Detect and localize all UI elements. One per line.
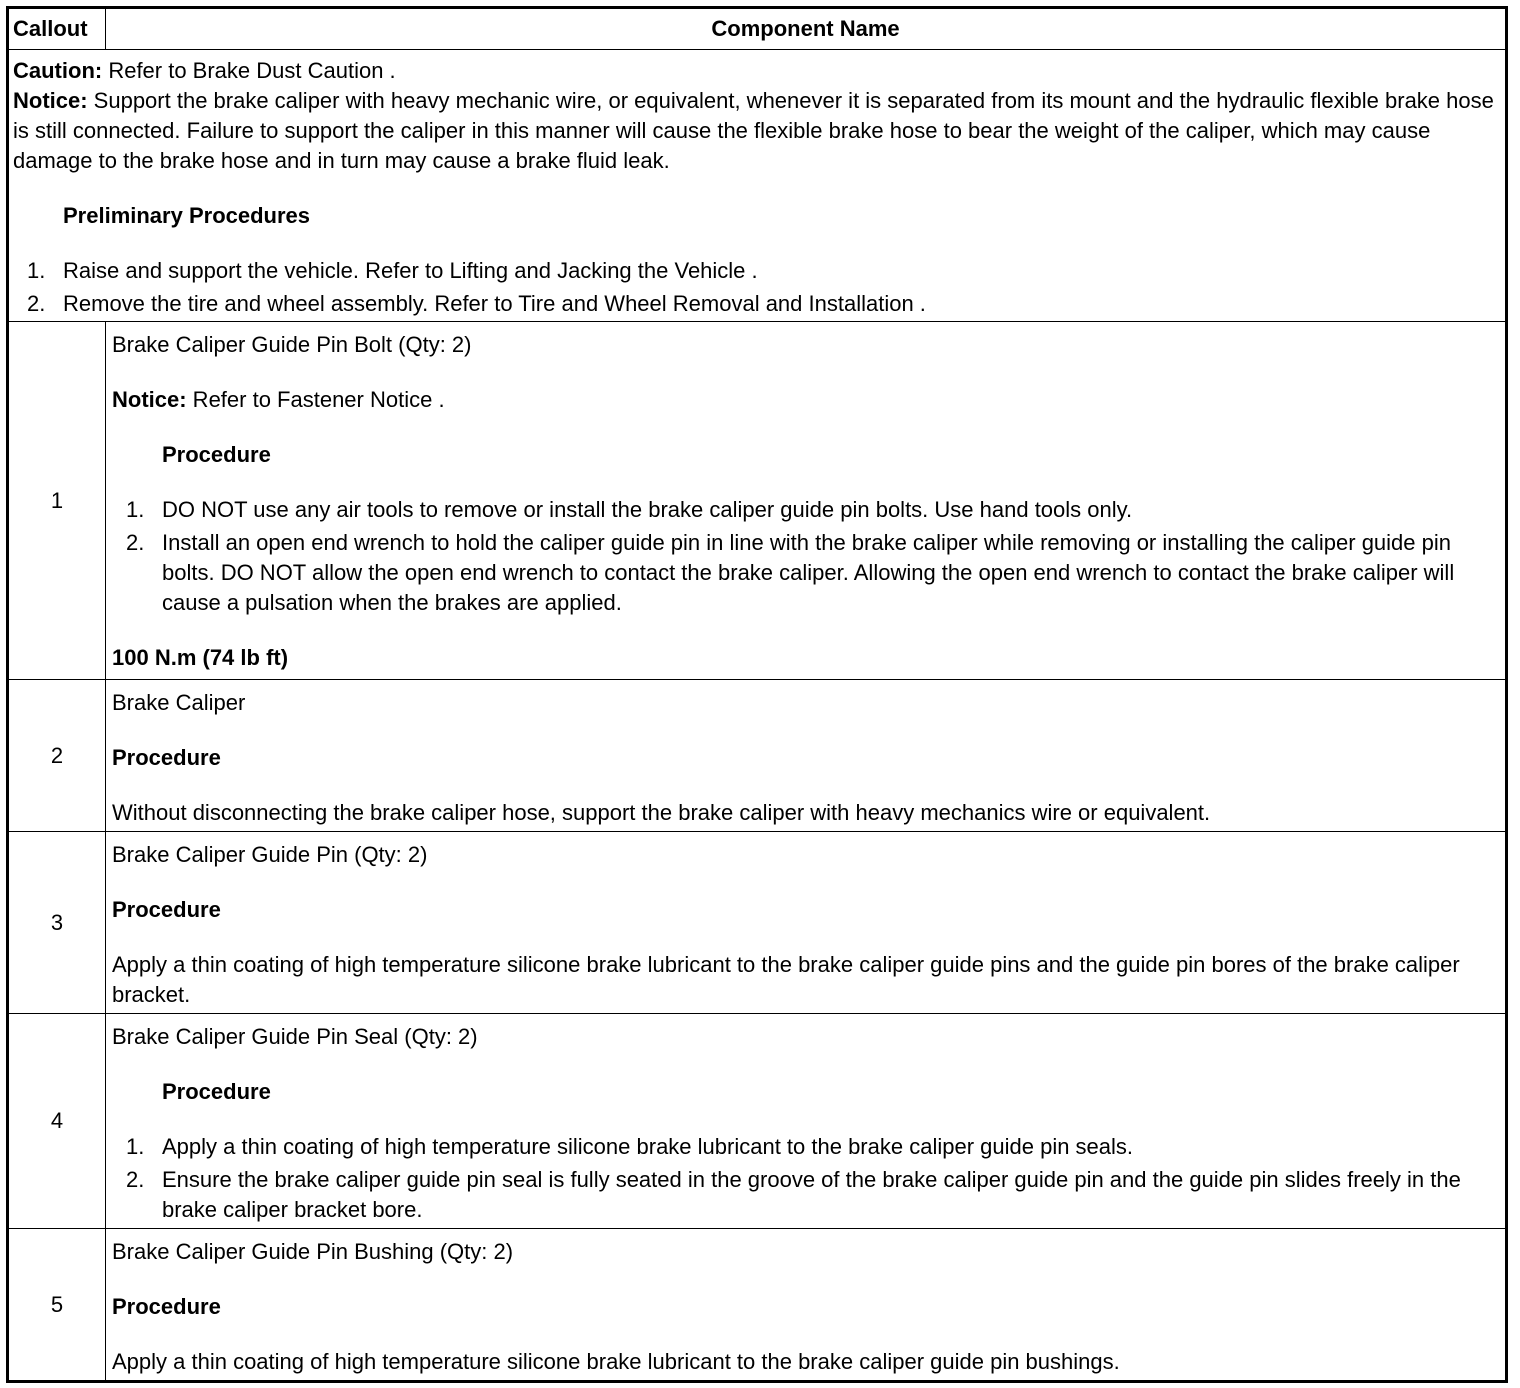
component-name-header: Component Name — [106, 8, 1507, 50]
callout-number: 3 — [8, 832, 106, 1014]
procedure-steps — [112, 495, 1499, 618]
callout-number: 2 — [8, 680, 106, 832]
table-row — [8, 1229, 1507, 1382]
table-row — [8, 1014, 1507, 1229]
component-cell — [106, 322, 1507, 680]
component-name: Brake Caliper Guide Pin Seal (Qty: 2) — [112, 1024, 478, 1049]
step-number: 1. — [126, 1134, 145, 1159]
callout-number: 5 — [8, 1229, 106, 1382]
step-text: Install an open end wrench to hold the caliper guide pin in line with the brake caliper while removing or installing the caliper guide pin bolts. DO NOT allow the open end wrench to contact the brake caliper. Allowing the open end wrench to contact the brake caliper will cause a pulsation when the brakes are applied. — [162, 530, 1455, 615]
component-name: Brake Caliper Guide Pin (Qty: 2) — [112, 842, 428, 867]
step-text: Apply a thin coating of high temperature silicone brake lubricant to the brake caliper guide pin seals. — [162, 1134, 1134, 1159]
callout-number: 4 — [8, 1014, 106, 1229]
callout-number: 1 — [8, 322, 106, 680]
step-number: 2. — [27, 291, 46, 316]
component-cell — [106, 832, 1507, 1014]
procedure-heading: Procedure — [112, 897, 221, 922]
component-cell — [106, 680, 1507, 832]
component-name: Brake Caliper Guide Pin Bolt (Qty: 2) — [112, 332, 472, 357]
list-item — [13, 256, 1501, 286]
caution-paragraph — [13, 56, 1501, 86]
procedure-heading: Procedure — [112, 1294, 221, 1319]
procedure-heading: Procedure — [112, 745, 221, 770]
notice-text: Support the brake caliper with heavy mechanic wire, or equivalent, whenever it is separated from its mount and the hydraulic flexible brake hose is still connected. Failure to support the caliper in this manner will cause the flexible brake hose to bear the weight of the caliper, which may cause damage to the brake hose and in turn may cause a brake fluid leak. — [13, 88, 1494, 173]
notice-label: Notice: — [112, 387, 187, 412]
component-name: Brake Caliper Guide Pin Bushing (Qty: 2) — [112, 1239, 514, 1264]
notice-text: Refer to Fastener Notice . — [186, 387, 445, 412]
step-text: DO NOT use any air tools to remove or install the brake caliper guide pin bolts. Use hand tools only. — [162, 497, 1133, 522]
procedure-text: Without disconnecting the brake caliper hose, support the brake caliper with heavy mechanics wire or equivalent. — [112, 800, 1211, 825]
table-row — [8, 680, 1507, 832]
step-number: 1. — [27, 258, 46, 283]
callout-header: Callout — [8, 8, 106, 50]
list-item — [112, 528, 1499, 618]
step-number: 1. — [126, 497, 145, 522]
step-text: Remove the tire and wheel assembly. Refer to Tire and Wheel Removal and Installation . — [63, 291, 926, 316]
caution-text: Refer to Brake Dust Caution . — [102, 58, 396, 83]
preliminary-procedures-heading: Preliminary Procedures — [63, 203, 311, 228]
step-text: Ensure the brake caliper guide pin seal is fully seated in the groove of the brake caliper guide pin and the guide pin slides freely in the brake caliper bracket bore. — [162, 1167, 1461, 1222]
list-item — [112, 1165, 1499, 1225]
component-name: Brake Caliper — [112, 690, 246, 715]
notice-label: Notice: — [13, 88, 88, 113]
procedure-heading: Procedure — [162, 442, 271, 467]
intro-row — [8, 50, 1507, 322]
notice-paragraph — [13, 86, 1501, 176]
procedure-text: Apply a thin coating of high temperature silicone brake lubricant to the brake caliper guide pins and the guide pin bores of the brake caliper bracket. — [112, 952, 1460, 1007]
procedure-steps — [112, 1132, 1499, 1225]
component-table — [6, 6, 1508, 1383]
caution-label: Caution: — [13, 58, 103, 83]
procedure-text: Apply a thin coating of high temperature silicone brake lubricant to the brake caliper guide pin bushings. — [112, 1349, 1120, 1374]
component-cell — [106, 1014, 1507, 1229]
step-number: 2. — [126, 530, 145, 555]
component-cell — [106, 1229, 1507, 1382]
preliminary-steps — [13, 256, 1501, 319]
step-text: Raise and support the vehicle. Refer to Lifting and Jacking the Vehicle . — [63, 258, 758, 283]
list-item — [112, 1132, 1499, 1162]
list-item — [112, 495, 1499, 525]
list-item — [13, 289, 1501, 319]
header-row — [8, 8, 1507, 50]
torque-spec: 100 N.m (74 lb ft) — [112, 645, 289, 670]
table-row — [8, 832, 1507, 1014]
notice-paragraph — [112, 385, 1499, 415]
intro-cell — [8, 50, 1507, 322]
step-number: 2. — [126, 1167, 145, 1192]
table-row — [8, 322, 1507, 680]
procedure-heading: Procedure — [162, 1079, 271, 1104]
